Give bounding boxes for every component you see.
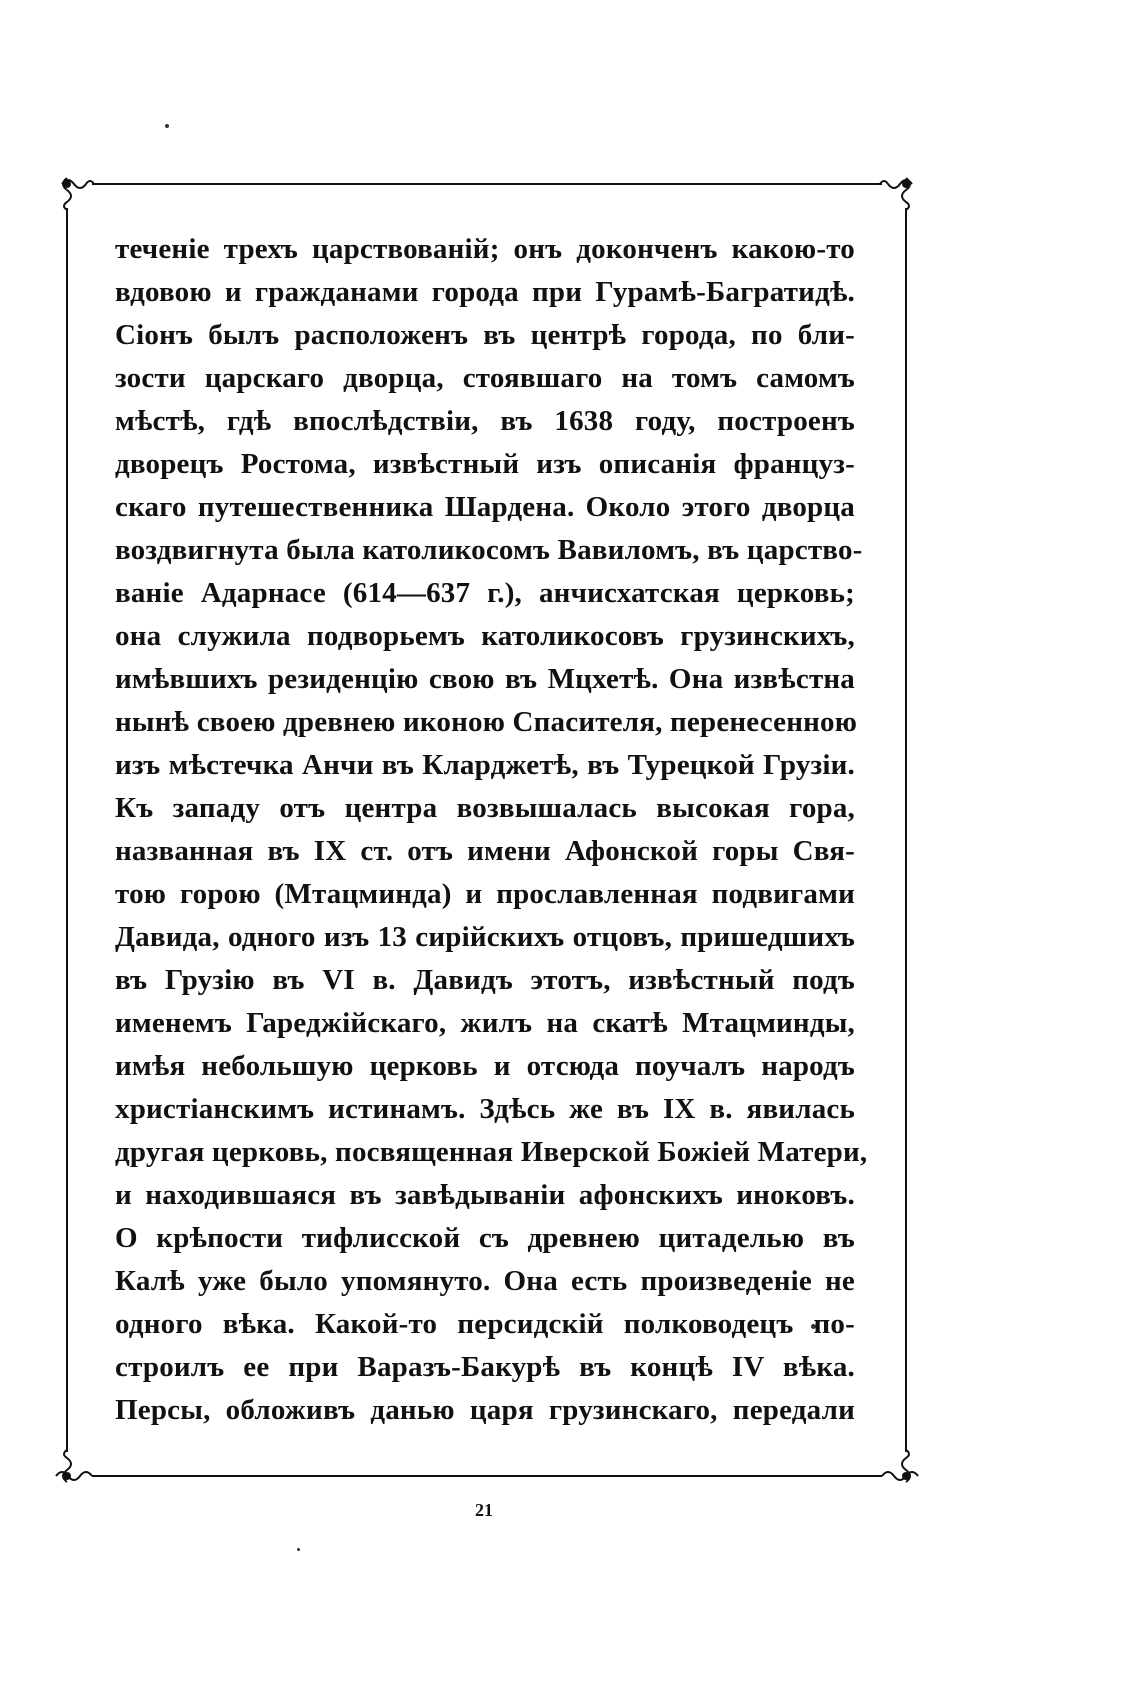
text-line: Къ западу отъ центра возвышалась высокая гора, [115, 792, 855, 824]
corner-ornament-top-right [880, 178, 912, 210]
page-number: 21 [475, 1500, 493, 1520]
text-line: О крѣпости тифлисской съ древнею цитаделью въ [115, 1222, 855, 1254]
text-line: Персы, обложивъ данью царя грузинскаго, передали [115, 1394, 855, 1426]
text-line: зости царскаго дворца, стоявшаго на томъ самомъ [115, 362, 855, 394]
text-line: воздвигнута была католикосомъ Вавиломъ, въ царство- [115, 534, 863, 566]
corner-ornament-bottom-left [56, 1450, 92, 1482]
text-line: теченіе трехъ царствованій; онъ доконченъ какою-то [115, 233, 855, 265]
text-line: строилъ ее при Варазъ-Бакурѣ въ концѣ IV вѣка. [115, 1351, 855, 1383]
text-line: Калѣ уже было упомянуто. Она есть произведеніе не [115, 1265, 855, 1297]
text-line: ваніе Адарнасе (614—637 г.), анчисхатская церковь; [115, 577, 855, 609]
text-line: скаго путешественника Шардена. Около этого дворца [115, 491, 855, 523]
print-speck [297, 1548, 300, 1551]
text-line: Давида, одного изъ 13 сирійскихъ отцовъ, пришедшихъ [115, 921, 855, 953]
text-line: именемъ Гареджійскаго, жилъ на скатѣ Мтацминды, [115, 1007, 855, 1039]
text-line: тою горою (Мтацминда) и прославленная подвигами [115, 878, 855, 910]
text-line: и находившаяся въ завѣдываніи афонскихъ иноковъ. [115, 1179, 855, 1211]
body-text [115, 228, 868, 1432]
print-speck [165, 124, 169, 128]
text-line: она служила подворьемъ католикосовъ грузинскихъ, [115, 620, 855, 652]
text-line: одного вѣка. Какой-то персидскій полководецъ по- [115, 1308, 855, 1340]
corner-ornament-top-left [62, 178, 94, 210]
text-line: Сіонъ былъ расположенъ въ центрѣ города, по бли- [115, 319, 855, 351]
text-line: имѣя небольшую церковь и отсюда поучалъ народъ [115, 1050, 855, 1082]
text-line: нынѣ своею древнею иконою Спасителя, перенесенною [115, 706, 858, 738]
text-line: имѣвшихъ резиденцію свою въ Мцхетѣ. Она извѣстна [115, 663, 855, 695]
text-line: въ Грузію въ VI в. Давидъ этотъ, извѣстный подъ [115, 964, 855, 996]
text-line: мѣстѣ, гдѣ впослѣдствіи, въ 1638 году, построенъ [115, 405, 855, 437]
text-line: другая церковь, посвященная Иверской Божіей Матери, [115, 1136, 868, 1168]
text-line: изъ мѣстечка Анчи въ Кларджетѣ, въ Турецкой Грузіи. [115, 749, 855, 781]
corner-ornament-bottom-right [882, 1450, 918, 1482]
text-line: названная въ IX ст. отъ имени Афонской горы Свя- [115, 835, 855, 867]
text-line: дворецъ Ростома, извѣстный изъ описанія француз- [115, 448, 855, 480]
text-line: вдовою и гражданами города при Гурамѣ-Багратидѣ. [115, 276, 855, 308]
text-line: христіанскимъ истинамъ. Здѣсь же въ IX в. явилась [115, 1093, 855, 1125]
